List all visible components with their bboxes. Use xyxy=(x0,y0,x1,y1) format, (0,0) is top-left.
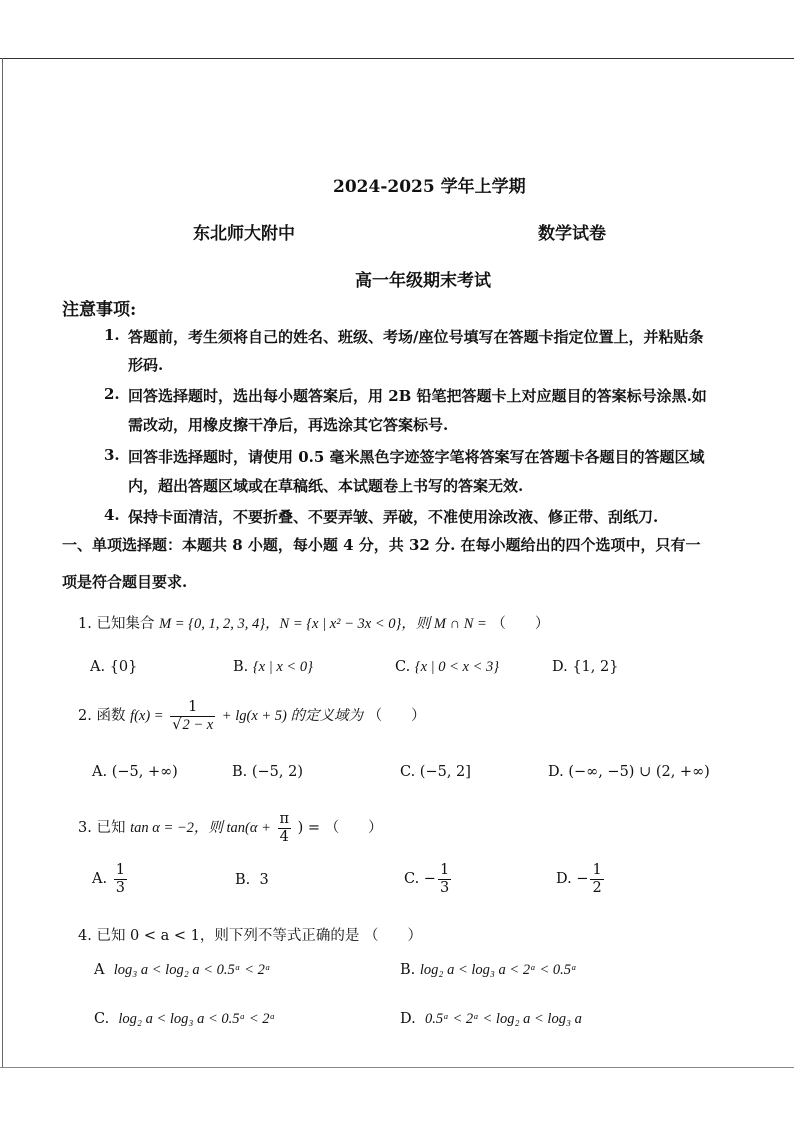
section-1-instructions-line1: 一、单项选择题：本题共 8 小题，每小题 4 分，共 32 分. 在每小题给出的四个选项中，只有一 xyxy=(62,536,701,554)
question-2-answer-paren: （ ） xyxy=(367,708,426,724)
notice-item-3-line2: 内，超出答题区域或在草稿纸、本试题卷上书写的答案无效. xyxy=(128,477,524,495)
notice-num-1: 1. xyxy=(104,326,120,344)
question-3-fraction-denominator: 4 xyxy=(279,828,289,845)
question-1-stem-math: M = {0, 1, 2, 3, 4}，N = {x | x² − 3x < 0}，则 M ∩ N = xyxy=(159,616,487,632)
question-1-option-d: D. {1, 2} xyxy=(552,659,619,675)
notice-item-4-line1: 保持卡面清洁，不要折叠、不要弄皱、弄破，不准使用涂改液、修正带、刮纸刀. xyxy=(128,508,659,526)
exam-title: 高一年级期末考试 xyxy=(355,271,491,291)
subject-title: 数学试卷 xyxy=(538,224,606,244)
notice-item-3-line1: 回答非选择题时，请使用 0.5 毫米黑色字迹签字笔将答案写在答题卡各题目的答题区域 xyxy=(128,448,705,466)
question-4-answer-paren: （ ） xyxy=(364,928,423,944)
notice-num-4: 4. xyxy=(104,506,120,524)
question-1-number: 1. xyxy=(78,616,92,632)
notice-num-3: 3. xyxy=(104,446,120,464)
question-1 xyxy=(78,612,549,633)
question-4-number: 4. xyxy=(78,928,92,944)
question-3-fraction xyxy=(278,812,292,844)
term-title: 2024-2025 学年上学期 xyxy=(333,177,526,197)
question-1-option-c: C. {x | 0 < x < 3} xyxy=(395,659,500,675)
question-2-option-d: D. (−∞, −5) ∪ (2, +∞) xyxy=(548,764,710,780)
question-2-function: f(x) = xyxy=(130,708,164,724)
question-2-stem-after: + lg(x + 5) 的定义域为 xyxy=(221,708,363,724)
question-1-option-a: A. {0} xyxy=(90,659,138,675)
question-3-stem-given: tan α = −2，则 tan(α + xyxy=(130,820,271,836)
question-2-fraction-numerator: 1 xyxy=(170,700,215,717)
question-3-option-a: A. $\frac{1}{3}$ xyxy=(92,862,125,896)
question-2-option-a: A. (−5, +∞) xyxy=(92,764,178,780)
question-3-stem-after: ) = xyxy=(297,820,321,836)
question-1-answer-paren: （ ） xyxy=(491,616,550,632)
question-4-option-c: C. log₂ a < log₃ a < 0.5ᵃ < 2ᵃ xyxy=(94,1011,276,1027)
question-2-fraction-denominator: √2 − x xyxy=(172,716,214,733)
question-4-option-d: D. 0.5ᵃ < 2ᵃ < log₂ a < log₃ a xyxy=(400,1011,582,1027)
question-2-stem-prefix: 函数 xyxy=(96,708,126,724)
question-3-fraction-numerator: π xyxy=(279,811,290,827)
question-2-fraction xyxy=(170,700,215,732)
question-3-option-b: B. 3 xyxy=(235,872,269,888)
question-1-option-b: B. {x | x < 0} xyxy=(233,659,313,675)
question-3-option-c: C. − $\frac{1}{3}$ xyxy=(404,862,450,896)
question-4-option-a: A log₃ a < log₂ a < 0.5ᵃ < 2ᵃ xyxy=(94,962,271,978)
page-top-border xyxy=(0,58,794,59)
question-3-stem-prefix: 已知 xyxy=(96,820,126,836)
question-4-stem: 已知 0 < a < 1，则下列不等式正确的是 xyxy=(96,928,360,944)
notice-item-2-line1: 回答选择题时，选出每小题答案后，用 2B 铅笔把答题卡上对应题目的答案标号涂黑.如 xyxy=(128,387,707,405)
question-3-number: 3. xyxy=(78,820,92,836)
question-2-number: 2. xyxy=(78,708,92,724)
question-3-option-d: D. − $\frac{1}{2}$ xyxy=(556,862,602,896)
question-4 xyxy=(78,924,422,945)
question-2-option-c: C. (−5, 2] xyxy=(400,764,471,780)
notice-num-2: 2. xyxy=(104,385,120,403)
page-left-border xyxy=(2,58,3,1068)
question-4-option-b: B. log₂ a < log₃ a < 2ᵃ < 0.5ᵃ xyxy=(400,962,577,978)
page-bottom-border xyxy=(0,1067,794,1068)
notice-item-2-line2: 需改动，用橡皮擦干净后，再选涂其它答案标号. xyxy=(128,416,449,434)
notice-item-1-line1: 答题前，考生须将自己的姓名、班级、考场/座位号填写在答题卡指定位置上，并粘贴条 xyxy=(128,328,704,346)
section-1-instructions-line2: 项是符合题目要求. xyxy=(62,573,188,591)
notice-title: 注意事项: xyxy=(62,300,137,320)
question-2-option-b: B. (−5, 2) xyxy=(232,764,304,780)
question-3-answer-paren: （ ） xyxy=(324,820,383,836)
question-3 xyxy=(78,812,383,844)
notice-item-1-line2: 形码. xyxy=(128,356,164,374)
question-1-stem-prefix: 已知集合 xyxy=(96,616,155,632)
question-2 xyxy=(78,700,426,732)
school-name: 东北师大附中 xyxy=(193,224,295,244)
